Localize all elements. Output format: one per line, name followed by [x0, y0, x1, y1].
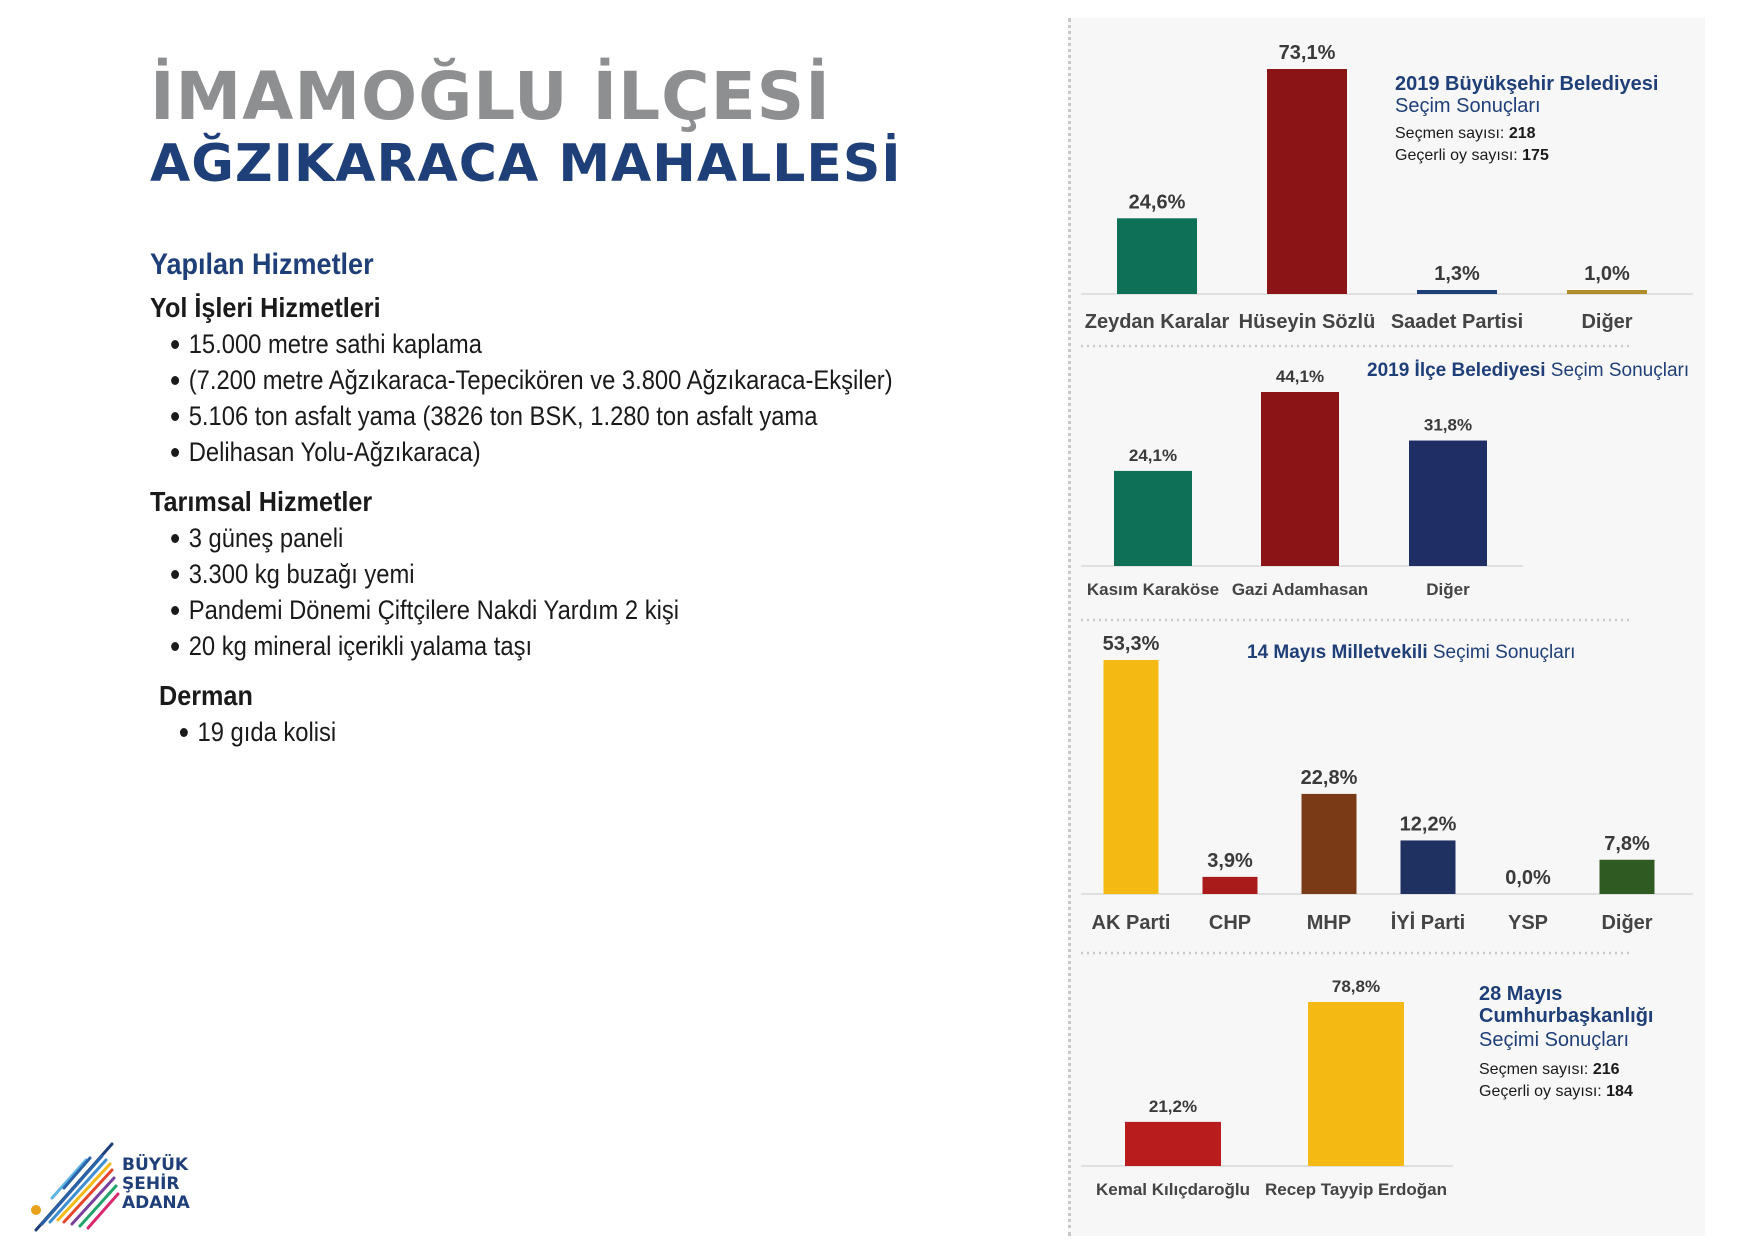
chart-title-rest: Seçim Sonuçları: [1550, 360, 1690, 381]
data-label: 1,3%: [1434, 262, 1480, 285]
services-list: [150, 248, 994, 764]
data-label: 0,0%: [1505, 867, 1551, 889]
category-label: Hüseyin Sözlü: [1238, 311, 1376, 333]
data-label: 24,6%: [1128, 191, 1186, 214]
category-label: CHP: [1208, 912, 1252, 934]
chart-title: [1367, 360, 1689, 381]
election-charts: [1071, 18, 1705, 1236]
category-label: AK Parti: [1091, 912, 1171, 934]
category-label: MHP: [1306, 912, 1352, 934]
info-text: [1479, 1083, 1633, 1100]
list-item: Pandemi Dönemi Çiftçilere Nakdi Yardım 2 kişi: [150, 592, 893, 628]
data-label: 78,8%: [1331, 977, 1381, 996]
logo-line: ŞEHİR: [122, 1174, 180, 1194]
data-label: 21,2%: [1148, 1096, 1198, 1116]
data-label: 53,3%: [1102, 633, 1160, 655]
bar: [1114, 471, 1192, 566]
list-item: 5.106 ton asfalt yama (3826 ton BSK, 1.280 ton asfalt yama: [150, 398, 893, 434]
category-label: Kemal Kılıçdaroğlu: [1096, 1180, 1250, 1199]
logo-wordmark: [122, 1156, 190, 1213]
bar: [1302, 794, 1357, 894]
chart-title: [1247, 642, 1575, 663]
info-value: 175: [1522, 147, 1549, 164]
category-label: İYİ Parti: [1390, 912, 1466, 934]
info-label: Geçerli oy sayısı:: [1479, 1083, 1607, 1100]
bar: [1308, 1002, 1404, 1166]
section-agriculture: [150, 484, 994, 664]
info-text: [1395, 147, 1549, 164]
list-item: 20 kg mineral içerikli yalama taşı: [150, 628, 893, 664]
bar: [1600, 860, 1655, 894]
section-heading: Derman: [159, 680, 253, 711]
list-item: 3.300 kg buzağı yemi: [150, 556, 893, 592]
category-label: Recep Tayyip Erdoğan: [1264, 1180, 1448, 1199]
data-label: 44,1%: [1275, 367, 1325, 386]
category-label: Kasım Karaköse: [1086, 580, 1220, 599]
info-label: Geçerli oy sayısı:: [1395, 147, 1523, 164]
info-text: [1395, 125, 1536, 142]
chart-title-rest: Seçimi Sonuçları: [1432, 642, 1576, 663]
bar: [1125, 1122, 1221, 1166]
chart-title-bold: 2019 İlçe Belediyesi: [1367, 360, 1551, 381]
data-label: 3,9%: [1207, 849, 1253, 872]
bar: [1117, 218, 1197, 294]
category-label: Zeydan Karalar: [1084, 311, 1230, 333]
section-heading: Tarımsal Hizmetler: [150, 486, 373, 517]
list-item-continuation: (7.200 metre Ağzıkaraca-Tepecikören ve 3.800 Ağzıkaraca-Ekşiler): [150, 362, 893, 398]
category-label: Diğer: [1426, 580, 1470, 599]
bar: [1567, 290, 1647, 294]
logo-line: BÜYÜK: [122, 1155, 189, 1175]
list-item-continuation: Delihasan Yolu-Ağzıkaraca): [150, 434, 893, 470]
info-text: [1479, 1061, 1620, 1078]
page-title-district: İMAMOĞLU İLÇESİ: [150, 58, 831, 135]
section-heading: Yol İşleri Hizmetleri: [150, 292, 381, 323]
logo-line: ADANA: [122, 1193, 190, 1213]
list-item: 3 güneş paneli: [150, 520, 893, 556]
chart-title: 28 Mayıs: [1479, 983, 1563, 1005]
page-title-neighborhood: AĞZIKARACA MAHALLESİ: [150, 134, 902, 194]
category-label: Diğer: [1601, 912, 1653, 934]
section-derman: [150, 678, 994, 750]
bar: [1417, 290, 1497, 294]
chart-title-bold: 14 Mayıs Milletvekili: [1247, 642, 1433, 663]
chart-subtitle: Seçim Sonuçları: [1395, 95, 1541, 117]
services-title: Yapılan Hizmetler: [150, 248, 374, 281]
bar: [1104, 660, 1159, 894]
data-label: 73,1%: [1278, 42, 1336, 64]
data-label: 22,8%: [1300, 766, 1358, 789]
category-label: Gazi Adamhasan: [1231, 580, 1369, 599]
bar: [1409, 441, 1487, 566]
data-label: 1,0%: [1584, 263, 1630, 285]
section-road-works: [150, 290, 994, 470]
category-label: YSP: [1507, 912, 1549, 934]
bar: [1261, 392, 1339, 566]
list-item: 19 gıda kolisi: [150, 714, 893, 750]
data-label: 12,2%: [1399, 813, 1457, 836]
category-label: Saadet Partisi: [1390, 311, 1524, 333]
data-label: 24,1%: [1128, 445, 1178, 465]
chart-title: 2019 Büyükşehir Belediyesi: [1395, 73, 1659, 95]
data-label: 31,8%: [1423, 415, 1473, 435]
info-value: 216: [1592, 1061, 1620, 1078]
data-label: 7,8%: [1604, 832, 1650, 855]
info-label: Seçmen sayısı:: [1479, 1061, 1593, 1078]
info-value: 218: [1508, 125, 1536, 142]
list-item: 15.000 metre sathi kaplama: [150, 326, 893, 362]
bar: [1267, 69, 1347, 294]
chart-title: Cumhurbaşkanlığı: [1479, 1005, 1654, 1027]
chart-subtitle: Seçimi Sonuçları: [1479, 1029, 1630, 1051]
bar: [1401, 840, 1456, 894]
info-value: 184: [1606, 1083, 1633, 1100]
category-label: Diğer: [1581, 311, 1633, 333]
election-results-panel: [1068, 18, 1705, 1236]
bar: [1203, 877, 1258, 894]
info-label: Seçmen sayısı:: [1395, 125, 1509, 142]
